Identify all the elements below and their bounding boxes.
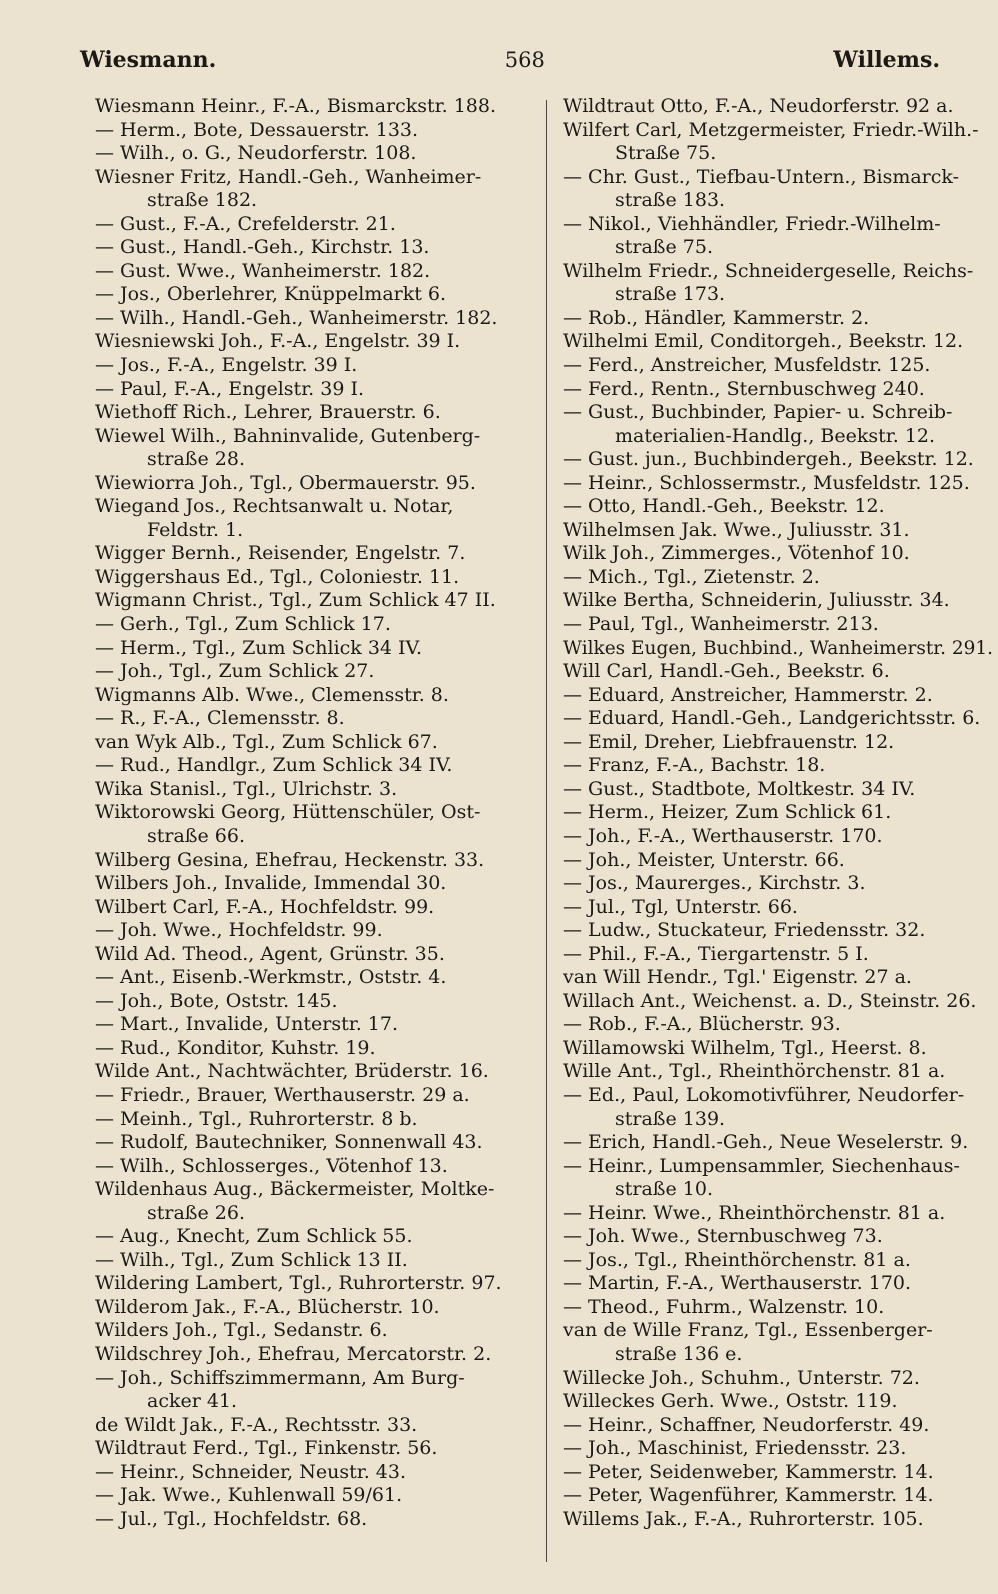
directory-entry: — Jul., Tgl, Unterstr. 66. <box>563 895 798 918</box>
directory-entry: — Herm., Tgl., Zum Schlick 34 IV. <box>95 636 422 659</box>
directory-entry: Wiggershaus Ed., Tgl., Coloniestr. 11. <box>95 565 460 588</box>
directory-entry: Wille Ant., Tgl., Rheinthörchenstr. 81 a. <box>563 1060 946 1083</box>
running-head <box>80 42 940 78</box>
directory-entry: — Joh., Schiffszimmermann, Am Burg- <box>95 1366 465 1389</box>
directory-entry: — Joh. Wwe., Hochfeldstr. 99. <box>95 919 383 942</box>
directory-entry: Wilde Ant., Nachtwächter, Brüderstr. 16. <box>95 1060 489 1083</box>
directory-entry: — Paul, F.-A., Engelstr. 39 I. <box>95 377 365 400</box>
directory-entry: Wiesniewski Joh., F.-A., Engelstr. 39 I. <box>95 330 461 353</box>
directory-entry: — Gust., Stadtbote, Moltkestr. 34 IV. <box>563 777 916 800</box>
directory-entry: — Heinr. Wwe., Rheinthörchenstr. 81 a. <box>563 1201 946 1224</box>
directory-entry: — Phil., F.-A., Tiergartenstr. 5 I. <box>563 942 869 965</box>
entry-continuation: straße 28. <box>147 448 245 471</box>
directory-entry: — Mart., Invalide, Unterstr. 17. <box>95 1013 398 1036</box>
directory-entry: — Gust., F.-A., Crefelderstr. 21. <box>95 212 396 235</box>
header-right-keyword: Willems. <box>833 47 940 73</box>
directory-entry: — Jul., Tgl., Hochfeldstr. 68. <box>95 1507 368 1530</box>
directory-entry: Wilkes Eugen, Buchbind., Wanheimerstr. 291. <box>563 637 994 659</box>
directory-entry: Wildering Lambert, Tgl., Ruhrorterstr. 97. <box>95 1272 502 1295</box>
directory-entry: Wiethoff Rich., Lehrer, Brauerstr. 6. <box>95 401 441 424</box>
directory-entry: Wilderom Jak., F.-A., Blücherstr. 10. <box>95 1295 440 1318</box>
entry-continuation: straße 10. <box>615 1178 713 1201</box>
directory-entry: — Meinh., Tgl., Ruhrorterstr. 8 b. <box>95 1107 418 1130</box>
directory-entry: — Joh., Maschinist, Friedensstr. 23. <box>563 1437 907 1460</box>
entry-continuation: straße 139. <box>615 1107 726 1130</box>
directory-entry: — R., F.-A., Clemensstr. 8. <box>95 707 345 730</box>
directory-entry: — Joh., Meister, Unterstr. 66. <box>563 848 845 871</box>
directory-entry: — Franz, F.-A., Bachstr. 18. <box>563 754 826 777</box>
directory-entry: Willach Ant., Weichenst. a. D., Steinstr. 26. <box>563 989 977 1012</box>
directory-entry: van de Wille Franz, Tgl., Essenberger- <box>563 1319 933 1342</box>
entry-continuation: Feldstr. 1. <box>147 518 244 541</box>
directory-entry: — Heinr., Lumpensammler, Siechenhaus- <box>563 1154 960 1177</box>
directory-entry: — Jos., Maurerges., Kirchstr. 3. <box>563 872 866 895</box>
directory-entry: Wigmann Christ., Tgl., Zum Schlick 47 II. <box>95 589 496 612</box>
entry-continuation: straße 136 e. <box>615 1342 743 1365</box>
directory-entry: — Gerh., Tgl., Zum Schlick 17. <box>95 613 391 636</box>
directory-entry: van Will Hendr., Tgl.' Eigenstr. 27 a. <box>563 966 912 989</box>
page-number: 568 <box>504 48 545 72</box>
directory-entry: — Rud., Konditor, Kuhstr. 19. <box>95 1036 376 1059</box>
directory-entry: Wilbert Carl, F.-A., Hochfeldstr. 99. <box>95 895 435 918</box>
directory-entry: — Gust., Handl.-Geh., Kirchstr. 13. <box>95 236 430 259</box>
directory-entry: — Gust., Buchbinder, Papier- u. Schreib- <box>563 401 953 424</box>
directory-entry: — Jos., Tgl., Rheinthörchenstr. 81 a. <box>563 1248 911 1271</box>
directory-entry: Wiegand Jos., Rechtsanwalt u. Notar, <box>95 495 454 518</box>
directory-entry: — Mich., Tgl., Zietenstr. 2. <box>563 565 820 588</box>
directory-entry: Wilk Joh., Zimmerges., Vötenhof 10. <box>563 542 910 565</box>
directory-entry: Wiktorowski Georg, Hüttenschüler, Ost- <box>95 801 481 824</box>
directory-entry: — Wilh., Handl.-Geh., Wanheimerstr. 182. <box>95 306 498 329</box>
directory-entry: Willamowski Wilhelm, Tgl., Heerst. 8. <box>563 1036 927 1059</box>
directory-entry: — Chr. Gust., Tiefbau-Untern., Bismarck- <box>563 165 960 188</box>
directory-entry: — Heinr., Schlossermstr., Musfeldstr. 125. <box>563 471 970 494</box>
directory-entry: — Gust. jun., Buchbindergeh., Beekstr. 12. <box>563 448 974 471</box>
directory-entry: — Herm., Heizer, Zum Schlick 61. <box>563 801 892 824</box>
directory-entry: — Rob., Händler, Kammerstr. 2. <box>563 306 870 329</box>
entry-continuation: straße 26. <box>147 1201 245 1224</box>
header-left-keyword: Wiesmann. <box>80 47 217 73</box>
directory-entry: — Joh., F.-A., Werthauserstr. 170. <box>563 824 883 847</box>
directory-entry: Willeckes Gerh. Wwe., Oststr. 119. <box>563 1390 898 1413</box>
directory-entry: Wiesmann Heinr., F.-A., Bismarckstr. 188. <box>95 95 497 117</box>
directory-entry: — Wilh., Tgl., Zum Schlick 13 II. <box>95 1248 408 1271</box>
directory-entry: Wild Ad. Theod., Agent, Grünstr. 35. <box>95 942 445 965</box>
directory-entry: Wiesner Fritz, Handl.-Geh., Wanheimer- <box>95 165 482 188</box>
directory-entry: Wilders Joh., Tgl., Sedanstr. 6. <box>95 1319 388 1342</box>
directory-entry: — Aug., Knecht, Zum Schlick 55. <box>95 1225 413 1248</box>
directory-entry: — Jos., Oberlehrer, Knüppelmarkt 6. <box>95 283 447 306</box>
directory-entry: — Ant., Eisenb.-Werkmstr., Oststr. 4. <box>95 966 447 989</box>
directory-entry: Wildtraut Ferd., Tgl., Finkenstr. 56. <box>95 1437 438 1460</box>
entry-continuation: straße 183. <box>615 189 726 212</box>
directory-entry: — Heinr., Schneider, Neustr. 43. <box>95 1460 406 1483</box>
directory-entry: Wigger Bernh., Reisender, Engelstr. 7. <box>95 542 466 565</box>
directory-entry: Wilke Bertha, Schneiderin, Juliusstr. 34. <box>563 589 950 612</box>
directory-entry: Wilhelmsen Jak. Wwe., Juliusstr. 31. <box>563 518 910 541</box>
directory-entry: de Wildt Jak., F.-A., Rechtsstr. 33. <box>95 1413 418 1436</box>
entry-continuation: materialien-Handlg., Beekstr. 12. <box>615 424 936 447</box>
directory-entry: — Joh. Wwe., Sternbuschweg 73. <box>563 1225 883 1248</box>
directory-entry: — Jos., F.-A., Engelstr. 39 I. <box>95 354 358 377</box>
entry-continuation: straße 66. <box>147 824 245 847</box>
directory-entry: — Nikol., Viehhändler, Friedr.-Wilhelm- <box>563 212 941 235</box>
directory-entry: — Herm., Bote, Dessauerstr. 133. <box>95 118 419 141</box>
directory-entry: — Wilh., Schlosserges., Vötenhof 13. <box>95 1154 448 1177</box>
entry-continuation: straße 173. <box>615 283 726 306</box>
directory-entry: — Joh., Bote, Oststr. 145. <box>95 989 338 1012</box>
directory-entry: Wildschrey Joh., Ehefrau, Mercatorstr. 2. <box>95 1342 492 1365</box>
entry-continuation: acker 41. <box>147 1390 238 1413</box>
entry-continuation: straße 182. <box>147 189 258 212</box>
directory-entry: Wigmanns Alb. Wwe., Clemensstr. 8. <box>95 683 449 706</box>
directory-entry: — Peter, Seidenweber, Kammerstr. 14. <box>563 1460 934 1483</box>
directory-entry: — Martin, F.-A., Werthauserstr. 170. <box>563 1272 912 1295</box>
directory-entry: — Joh., Tgl., Zum Schlick 27. <box>95 660 375 683</box>
directory-entry: — Peter, Wagenführer, Kammerstr. 14. <box>563 1484 934 1507</box>
directory-entry: Willems Jak., F.-A., Ruhrorterstr. 105. <box>563 1507 924 1530</box>
directory-entry: — Heinr., Schaffner, Neudorferstr. 49. <box>563 1413 930 1436</box>
directory-entry: Wilhelmi Emil, Conditorgeh., Beekstr. 12. <box>563 330 964 353</box>
left-column <box>95 95 527 1565</box>
directory-entry: — Otto, Handl.-Geh., Beekstr. 12. <box>563 495 885 518</box>
directory-entry: — Ferd., Rentn., Sternbuschweg 240. <box>563 377 925 400</box>
right-column <box>563 95 995 1565</box>
entry-continuation: straße 75. <box>615 236 713 259</box>
directory-entry: — Rudolf, Bautechniker, Sonnenwall 43. <box>95 1131 483 1154</box>
directory-entry: — Eduard, Handl.-Geh., Landgerichtsstr. 6. <box>563 707 981 730</box>
directory-entry: — Friedr., Brauer, Werthauserstr. 29 a. <box>95 1083 470 1106</box>
directory-entry: — Rud., Handlgr., Zum Schlick 34 IV. <box>95 754 453 777</box>
directory-entry: Wilfert Carl, Metzgermeister, Friedr.-Wilh.- <box>563 118 979 141</box>
directory-entry: Will Carl, Handl.-Geh., Beekstr. 6. <box>563 660 890 683</box>
directory-entry: — Paul, Tgl., Wanheimerstr. 213. <box>563 613 879 636</box>
directory-entry: — Ferd., Anstreicher, Musfeldstr. 125. <box>563 354 931 377</box>
directory-entry: Willecke Joh., Schuhm., Unterstr. 72. <box>563 1366 920 1389</box>
directory-entry: Wilberg Gesina, Ehefrau, Heckenstr. 33. <box>95 848 485 871</box>
directory-entry: Wilbers Joh., Invalide, Immendal 30. <box>95 872 447 895</box>
directory-entry: — Theod., Fuhrm., Walzenstr. 10. <box>563 1295 885 1318</box>
directory-entry: — Jak. Wwe., Kuhlenwall 59/61. <box>95 1484 403 1507</box>
directory-entry: — Wilh., o. G., Neudorferstr. 108. <box>95 142 417 165</box>
directory-entry: Wiewel Wilh., Bahninvalide, Gutenberg- <box>95 424 481 447</box>
directory-entry: Wildenhaus Aug., Bäckermeister, Moltke- <box>95 1178 495 1201</box>
directory-entry: — Ludw., Stuckateur, Friedensstr. 32. <box>563 919 926 942</box>
directory-entry: Wildtraut Otto, F.-A., Neudorferstr. 92 a. <box>563 95 954 117</box>
entry-continuation: Straße 75. <box>615 142 717 165</box>
directory-entry: van Wyk Alb., Tgl., Zum Schlick 67. <box>95 730 438 753</box>
directory-entry: — Erich, Handl.-Geh., Neue Weselerstr. 9. <box>563 1131 969 1154</box>
column-divider <box>546 100 547 1562</box>
directory-entry: — Ed., Paul, Lokomotivführer, Neudorfer- <box>563 1083 965 1106</box>
directory-entry: — Rob., F.-A., Blücherstr. 93. <box>563 1013 841 1036</box>
directory-entry: Wiewiorra Joh., Tgl., Obermauerstr. 95. <box>95 471 476 494</box>
directory-entry: — Gust. Wwe., Wanheimerstr. 182. <box>95 259 431 282</box>
directory-entry: Wika Stanisl., Tgl., Ulrichstr. 3. <box>95 777 398 800</box>
directory-entry: Wilhelm Friedr., Schneidergeselle, Reichs- <box>563 259 974 282</box>
directory-entry: — Eduard, Anstreicher, Hammerstr. 2. <box>563 683 933 706</box>
directory-entry: — Emil, Dreher, Liebfrauenstr. 12. <box>563 730 895 753</box>
